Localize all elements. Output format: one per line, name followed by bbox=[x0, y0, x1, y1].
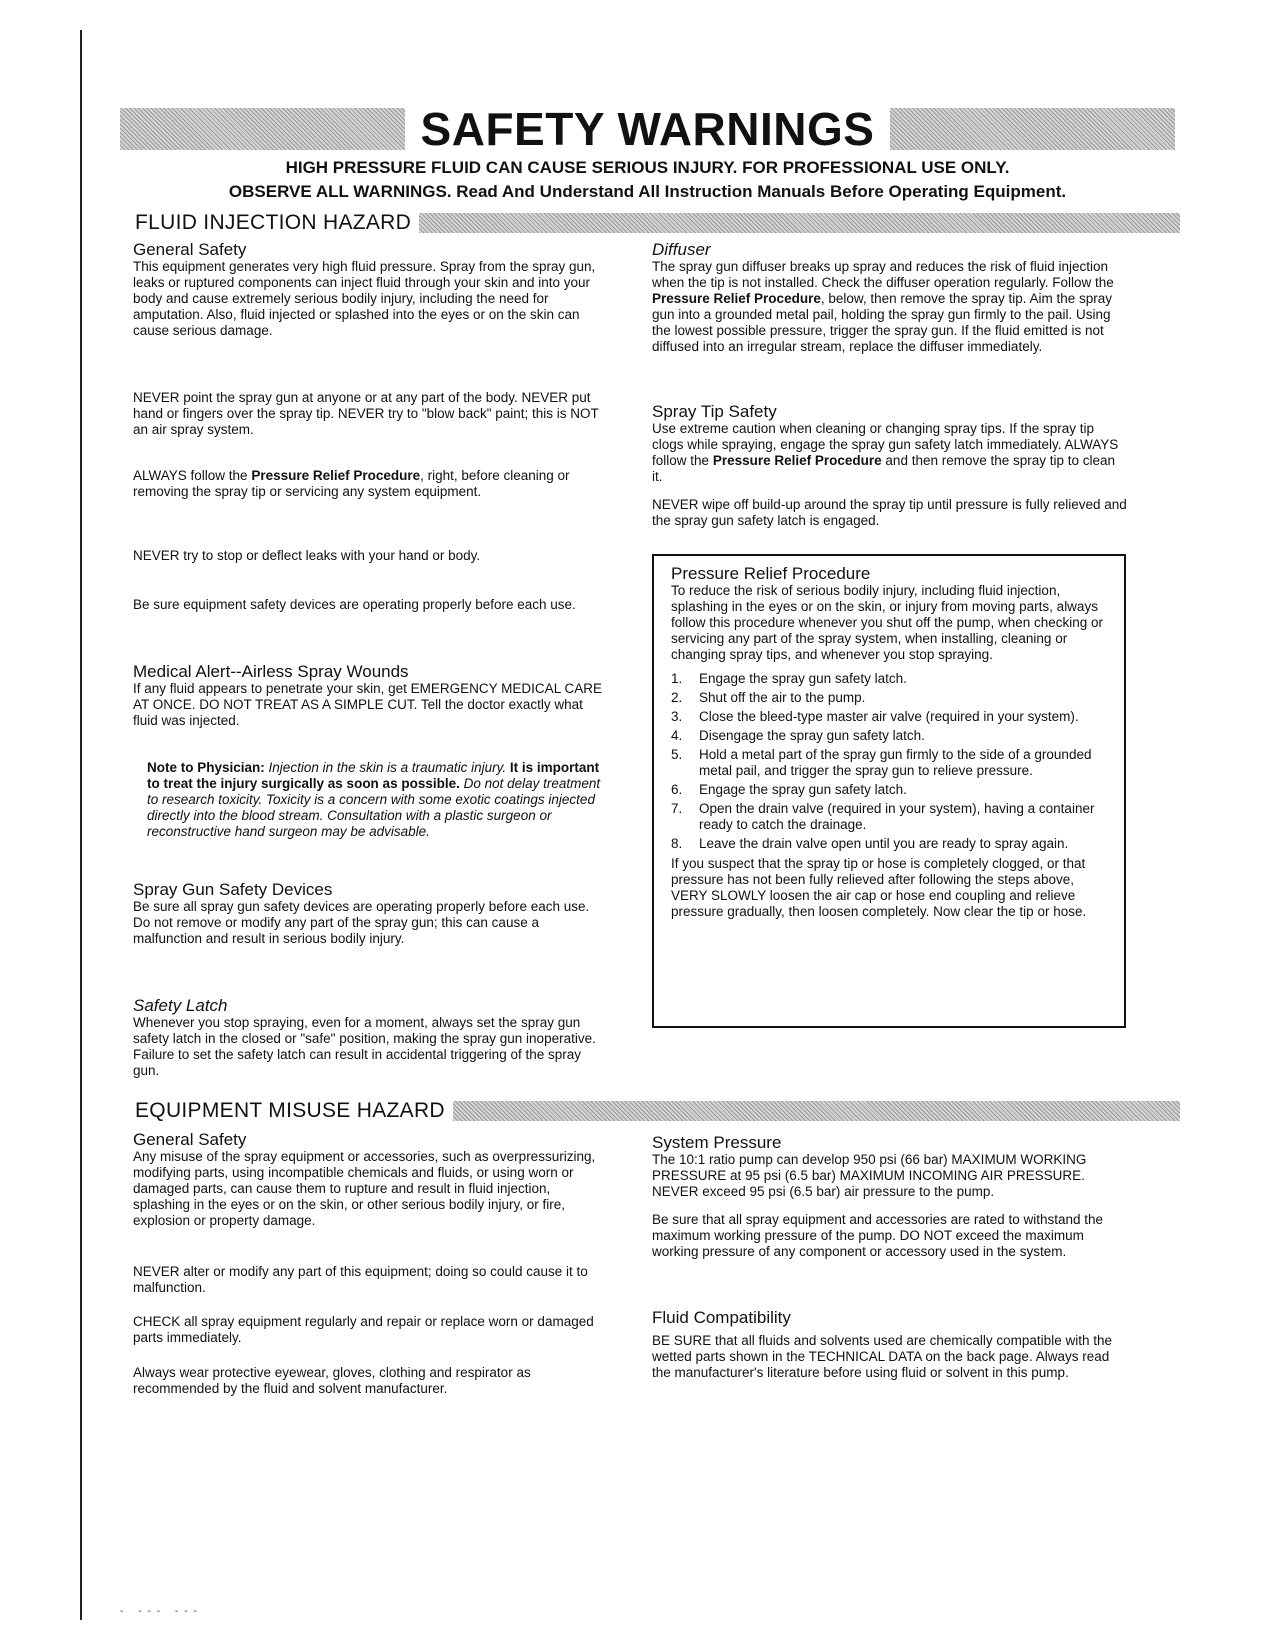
pressure-relief-heading: Pressure Relief Procedure bbox=[671, 564, 871, 583]
physician-note bbox=[147, 760, 609, 840]
step-number: 5. bbox=[671, 747, 683, 762]
pressure-relief-step bbox=[671, 671, 1107, 687]
never-stop-paragraph bbox=[133, 548, 609, 564]
never-wipe-text: NEVER wipe off build-up around the spray tip until pressure is fully relieved and the spray gun safety latch is engaged. bbox=[652, 497, 1127, 528]
always-follow-paragraph bbox=[133, 468, 609, 500]
misuse-general-safety-section bbox=[133, 1130, 609, 1229]
section-hatch bbox=[453, 1101, 1180, 1121]
step-text: Hold a metal part of the spray gun firmly to the side of a grounded metal pail, and trigger the spray gun to relieve pressure. bbox=[699, 747, 1092, 778]
fluid-compatibility-heading: Fluid Compatibility bbox=[652, 1308, 791, 1327]
check-all-text: CHECK all spray equipment regularly and repair or replace worn or damaged parts immediately. bbox=[133, 1314, 594, 1345]
physician-note-italic-1: Injection in the skin is a traumatic injury. bbox=[268, 760, 507, 775]
check-all-paragraph bbox=[133, 1314, 609, 1346]
pressure-relief-step bbox=[671, 782, 1107, 798]
fluid-compatibility-section bbox=[652, 1308, 1128, 1381]
title-banner bbox=[120, 102, 1175, 156]
system-pressure-heading: System Pressure bbox=[652, 1133, 782, 1152]
section-hatch bbox=[419, 213, 1180, 233]
pressure-relief-closing: If you suspect that the spray tip or hose is completely clogged, or that pressure has not been fully relieved after following the steps above, VERY SLOWLY loosen the air cap or hose end coupling and relieve pressure gradually, then loosen completely. Now clear the tip or hose. bbox=[671, 856, 1087, 919]
step-text: Engage the spray gun safety latch. bbox=[699, 782, 907, 797]
system-pressure-section bbox=[652, 1133, 1128, 1260]
title-hatch-left bbox=[120, 108, 405, 150]
physician-note-italic-2: Do not delay treatment to research toxicity. Toxicity is a concern with some exotic coatings injected directly into the blood stream. Consultation with a plastic surgeon or reconstructive hand surgeon may be advisable. bbox=[147, 776, 601, 839]
page-title: SAFETY WARNINGS bbox=[420, 103, 875, 155]
never-stop-text: NEVER try to stop or deflect leaks with your hand or body. bbox=[133, 548, 481, 563]
spray-tip-safety-text-pre: Use extreme caution when cleaning or changing spray tips. If the spray tip clogs while spraying, engage the spray gun safety latch immediately. ALWAYS follow the bbox=[652, 421, 1119, 468]
always-wear-text: Always wear protective eyewear, gloves, clothing and respirator as recommended by the fluid and solvent manufacturer. bbox=[133, 1365, 531, 1396]
be-sure-paragraph bbox=[133, 597, 609, 613]
pressure-relief-step bbox=[671, 728, 1107, 744]
step-text: Close the bleed-type master air valve (required in your system). bbox=[699, 709, 1079, 724]
physician-note-label: Note to Physician: bbox=[147, 760, 265, 775]
pressure-relief-step bbox=[671, 690, 1107, 706]
title-hatch-right bbox=[890, 108, 1175, 150]
safety-latch-text: Whenever you stop spraying, even for a moment, always set the spray gun safety latch in the closed or "safe" position, making the spray gun inoperative. Failure to set the safety latch can result in accidental triggering of the spray gun. bbox=[133, 1015, 596, 1078]
pressure-relief-intro: To reduce the risk of serious bodily injury, including fluid injection, splashing in the eyes or on the skin, or injury from moving parts, always follow this procedure whenever you shut off the pump, when checking or servicing any part of the spray system, when installing, cleaning or changing spray tips, and whenever you stop spraying. bbox=[671, 583, 1103, 662]
spray-tip-safety-text-bold: Pressure Relief Procedure bbox=[712, 453, 882, 468]
misuse-general-safety-text: Any misuse of the spray equipment or accessories, such as overpressurizing, modifying parts, using incompatible chemicals and fluids, or using worn or damaged parts, can cause them to rupture and result in fluid injection, splashing in the eyes or on the skin, or other serious bodily injury, or fire, explosion or property damage. bbox=[133, 1149, 596, 1228]
binding-edge-line bbox=[80, 30, 82, 1620]
medical-alert-text: If any fluid appears to penetrate your skin, get EMERGENCY MEDICAL CARE AT ONCE. DO NOT TREAT AS A SIMPLE CUT. Tell the doctor exactly what fluid was injected. bbox=[133, 681, 602, 728]
general-safety-text: This equipment generates very high fluid pressure. Spray from the spray gun, leaks or ruptured components can inject fluid through your skin and into your body and cause extremely serious bodily injury, including the need for amputation. Also, fluid injected or splashed into the eyes or on the skin can cause serious damage. bbox=[133, 259, 596, 338]
spray-tip-safety-text bbox=[652, 421, 1128, 485]
spray-tip-safety-section bbox=[652, 402, 1128, 529]
spray-gun-safety-devices-heading: Spray Gun Safety Devices bbox=[133, 880, 333, 899]
safety-latch-section bbox=[133, 996, 609, 1079]
diffuser-text-post: , below, then remove the spray tip. Aim the spray gun into a grounded metal pail, holding the spray gun firmly to the pail. Using the lowest possible pressure, trigger the spray gun. If the fluid emitted is not diffused into an irregular stream, replace the diffuser immediately. bbox=[652, 291, 1112, 354]
spray-tip-safety-text-post: and then remove the spray tip to clean it. bbox=[652, 453, 1116, 484]
subheading-line-2: OBSERVE ALL WARNINGS. Read And Understand All Instruction Manuals Before Operating Equipment. bbox=[228, 182, 1067, 201]
always-follow-post: , right, before cleaning or removing the spray tip or servicing any system equipment. bbox=[133, 468, 570, 499]
step-text: Engage the spray gun safety latch. bbox=[699, 671, 907, 686]
always-follow-pre: ALWAYS follow the bbox=[133, 468, 248, 483]
spray-gun-safety-devices-section bbox=[133, 880, 609, 947]
equipment-misuse-heading bbox=[135, 1098, 1180, 1124]
step-text: Disengage the spray gun safety latch. bbox=[699, 728, 925, 743]
step-text: Open the drain valve (required in your system), having a container ready to catch the drainage. bbox=[699, 801, 1095, 832]
diffuser-text bbox=[652, 259, 1128, 355]
never-point-paragraph bbox=[133, 390, 609, 438]
diffuser-section bbox=[652, 240, 1128, 355]
pressure-relief-content bbox=[671, 564, 1107, 920]
pressure-relief-step bbox=[671, 747, 1107, 779]
never-alter-text: NEVER alter or modify any part of this equipment; doing so could cause it to malfunction. bbox=[133, 1264, 588, 1295]
spray-gun-safety-devices-text: Be sure all spray gun safety devices are operating properly before each use. Do not remove or modify any part of the spray gun; this can cause a malfunction and result in serious bodily injury. bbox=[133, 899, 590, 946]
step-text: Leave the drain valve open until you are ready to spray again. bbox=[699, 836, 1069, 851]
general-safety-section bbox=[133, 240, 609, 339]
general-safety-heading: General Safety bbox=[133, 240, 247, 259]
diffuser-text-pre: The spray gun diffuser breaks up spray and reduces the risk of fluid injection when the tip is not installed. Check the diffuser operation regularly. Follow the bbox=[652, 259, 1114, 290]
be-sure-text: Be sure equipment safety devices are operating properly before each use. bbox=[133, 597, 576, 612]
step-number: 1. bbox=[671, 671, 683, 686]
pressure-relief-steps bbox=[671, 671, 1107, 852]
fluid-injection-title: FLUID INJECTION HAZARD bbox=[135, 211, 412, 234]
always-follow-bold: Pressure Relief Procedure bbox=[251, 468, 421, 483]
step-text: Shut off the air to the pump. bbox=[699, 690, 866, 705]
step-number: 6. bbox=[671, 782, 683, 797]
pressure-relief-box bbox=[652, 554, 1126, 1028]
system-pressure-be-sure: Be sure that all spray equipment and accessories are rated to withstand the maximum working pressure of the pump. DO NOT exceed the maximum working pressure of any component or accessory used in the system. bbox=[652, 1212, 1104, 1259]
equipment-misuse-title: EQUIPMENT MISUSE HAZARD bbox=[135, 1099, 445, 1122]
step-number: 8. bbox=[671, 836, 683, 851]
medical-alert-heading: Medical Alert--Airless Spray Wounds bbox=[133, 662, 409, 681]
never-point-text: NEVER point the spray gun at anyone or at any part of the body. NEVER put hand or fingers over the spray tip. NEVER try to "blow back" paint; this is NOT an air spray system. bbox=[133, 390, 599, 437]
pressure-relief-step bbox=[671, 836, 1107, 852]
subheading-line-1: HIGH PRESSURE FLUID CAN CAUSE SERIOUS INJURY. FOR PROFESSIONAL USE ONLY. bbox=[285, 158, 1010, 177]
step-number: 4. bbox=[671, 728, 683, 743]
physician-note-bold: It is important to treat the injury surgically as soon as possible. bbox=[147, 760, 600, 791]
page-footer-mark: - --- --- bbox=[120, 1606, 203, 1617]
step-number: 3. bbox=[671, 709, 683, 724]
step-number: 7. bbox=[671, 801, 683, 816]
diffuser-text-bold: Pressure Relief Procedure bbox=[652, 291, 821, 306]
diffuser-heading: Diffuser bbox=[652, 240, 711, 259]
always-follow-text bbox=[133, 468, 609, 500]
pressure-relief-step bbox=[671, 709, 1107, 725]
system-pressure-text: The 10:1 ratio pump can develop 950 psi (66 bar) MAXIMUM WORKING PRESSURE at 95 psi (6.5 bar) MAXIMUM INCOMING AIR PRESSURE. NEVER exceed 95 psi (6.5 bar) air pressure to the pump. bbox=[652, 1152, 1087, 1199]
always-wear-paragraph bbox=[133, 1365, 609, 1397]
medical-alert-section bbox=[133, 662, 609, 729]
pressure-relief-step bbox=[671, 801, 1107, 833]
fluid-injection-heading bbox=[135, 210, 1180, 236]
safety-latch-heading: Safety Latch bbox=[133, 996, 228, 1015]
physician-note-text bbox=[147, 760, 609, 840]
step-number: 2. bbox=[671, 690, 683, 705]
misuse-general-safety-heading: General Safety bbox=[133, 1130, 247, 1149]
fluid-compatibility-text: BE SURE that all fluids and solvents used are chemically compatible with the wetted parts shown in the TECHNICAL DATA on the back page. Always read the manufacturer's literature before using fluid or solvent in this pump. bbox=[652, 1333, 1112, 1380]
spray-tip-safety-heading: Spray Tip Safety bbox=[652, 402, 777, 421]
never-alter-paragraph bbox=[133, 1264, 609, 1296]
